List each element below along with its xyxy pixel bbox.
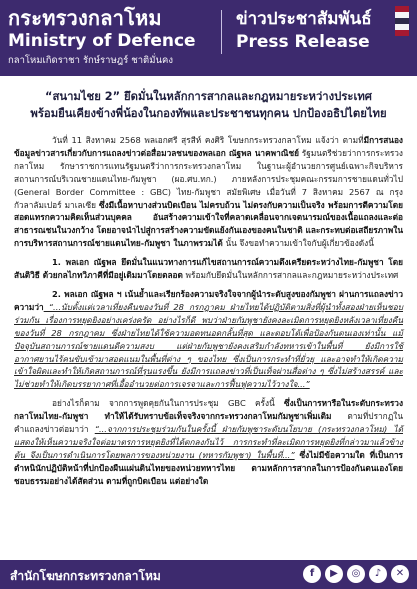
instagram-icon[interactable]: ◎	[347, 565, 365, 583]
paragraph-item-2	[14, 288, 403, 391]
slogan: กลาโหมเกิดราชา รักษ์ราษฎร์ ชาติมั่นคง	[8, 55, 173, 66]
flag-stripe	[395, 30, 409, 36]
quote-text: “...นับตั้งแต่เวลาเที่ยงคืนของวันที่ 28 กรกฎาคม ฝ่ายไทยได้ปฏิบัติตามสิ่งที่ผู้นำทั้งสองฝ่ายเห็นชอบร่วมกัน เรื่องการหยุดยิงอย่างเคร่งครัด อย่างไรก็ดี พบว่าฝ่ายกัมพูชายังคงละเมิดการหยุดยิงหลังเวลาเที่ยงคืนของวันที่ 28 กรกฎาคม ซึ่งฝ่ายไทยได้ใช้ความอดทนอดกลั้นที่สุด และตอบโต้เพื่อป้องกันตนเองเท่านั้น แม้ปัจจุบันสถานการณ์ชายแดนดีความสงบ แต่ฝ่ายกัมพูชายังคงเสริมกำลังทหารเข้าในพื้นที่ ยังมีการใช้อากาศยานไร้คนขับเข้ามาสอดแนมในพื้นที่ต่าง ๆ ของไทย ซึ่งเป็นการกระทำที่ยั่วยุ และอาจทำให้เกิดความเข้าใจผิดและทำให้เกิดสถานการณ์ที่รุนแรงขึ้น ยังมีการแถลงข่าวที่เป็นเท็จผ่านสื่อต่าง ๆ ซึ่งไม่สร้างสรรค์ และไม่ช่วยทำให้เกิดบรรยากาศที่เอื้ออำนวยต่อการเจรจาและการฟื้นฟูความไว้วางใจ...”	[14, 301, 403, 390]
emphasis-text: ซึ่งเป็นการหารือในระดับกระทรวงกลาโหมไทย-กัมพูชา ทำให้ได้รับทราบข้อเท็จจริงจากกระทรวงกลาโหมกัมพูชาเพิ่มเติม	[14, 398, 403, 422]
header-divider	[221, 10, 222, 54]
footer-title: สำนักโฆษกกระทรวงกลาโหม	[10, 569, 161, 583]
emphasis-text: ซึ่งไม่มีข้อความใด ที่เป็นการตำหนินักปฏิบัติหน้าที่ปกป้องผืนแผ่นดินไทยของหน่วยทหารไทย ตามหลักการสากลในการป้องกันตนเองโดยชอบธรรมอย่างได้สัดส่วน ตามที่ถูกบิดเบือน แต่อย่างใด	[14, 449, 403, 486]
youtube-icon[interactable]: ▶	[325, 565, 343, 583]
text: นั้น จึงขอทำความเข้าใจกับผู้เกี่ยวข้องดังนี้	[222, 238, 374, 249]
text: อย่างไรก็ตาม จากการพูดคุยกันในการประชุม GBC ครั้งนี้	[52, 398, 284, 409]
tiktok-icon[interactable]: ♪	[369, 565, 387, 583]
text: วันที่ 11 สิงหาคม 2568 พลเอกศรี สุรสีห์ คงศิริ โฆษกกระทรวงกลาโหม แจ้งว่า ตามที่	[52, 135, 364, 145]
paragraph-conclusion	[14, 397, 403, 487]
facebook-icon[interactable]: f	[303, 565, 321, 583]
thai-flag-icon	[395, 6, 409, 36]
article-body	[14, 134, 403, 494]
text: ตามที่ปรากฏในคำแถลงข่าวต่อมาว่า	[14, 411, 404, 435]
press-release-thai: ข่าวประชาสัมพันธ์	[236, 9, 372, 29]
header-banner	[0, 0, 417, 76]
footer-bar	[0, 560, 417, 589]
paragraph-intro	[14, 134, 403, 250]
emphasis-text: 2. พลเอก ณัฐพล ฯ เน้นย้ำและเรียกร้องความจริงใจจากผู้นำระดับสูงของกัมพูชา ผ่านการแถลงข่าวความว่า	[14, 288, 403, 312]
emphasis-text: ซึ่งมีเนื้อหาบางส่วนบิดเบือน ไม่ครบถ้วน ไม่ตรงกับความเป็นจริง พร้อมการตีความโดยสอดแทรกความคิดเห็นส่วนบุคคล อันสร้างความเข้าใจที่คลาดเคลื่อนจากเจตนารมณ์ของเนื้อแถลงและต่อสาธารณชนในวงกว้าง โดยอาจนำไปสู่การสร้างความขัดแย้งกันเองของคนในชาติ และกระทบต่อเสถียรภาพในการบริหารสถานการณ์ชายแดนไทย-กัมพูชา ในภาพรวมได้	[14, 199, 403, 249]
paragraph-item-1	[14, 256, 403, 282]
item-number: 1. พลเอก ณัฐพล	[52, 257, 122, 268]
org-name-thai: กระทรวงกลาโหม	[8, 6, 162, 30]
headline-line-1: “สนามไชย 2” ยึดมั่นในหลักการสากลและกฎหมายระหว่างประเทศ	[45, 90, 372, 103]
emphasis-text: ยึดมั่นในแนวทางการแก้ไขสถานการณ์ความตึงเครียดระหว่างไทย-กัมพูชา โดยสันติวิธี ด้วยกลไกทวิภาคีที่มีอยู่เดิมมาโดยตลอด	[14, 257, 403, 281]
text: พร้อมกับยึดมั่นในหลักการสากลและกฎหมายระหว่างประเทศ	[182, 270, 399, 281]
emphasis-text: มีการสนองข้อมูลข่าวสารเกี่ยวกับการแถลงข่าวต่อสื่อมวลชนของพลเอก ณัฐพล นาคพาณิชย์	[14, 135, 403, 158]
headline-line-2: พร้อมยืนเคียงข้างพี่น้องในกองทัพและประชาชนทุกคน ปกป้องอธิปไตยไทย	[30, 107, 387, 120]
text: รัฐมนตรีช่วยว่าการกระทรวงกลาโหม รักษาราชการแทนรัฐมนตรีว่าการกระทรวงกลาโหม ในฐานะผู้อำนวยการศูนย์เฉพาะกิจบริหารสถานการณ์บริเวณชายแดนไทย-กัมพูชา (ผอ.ศบ.ทก.) ภายหลังการประชุมคณะกรรมการชายแดนทั่วไป (General Border Committee : GBC) ไทย-กัมพูชา สมัยพิเศษ เมื่อวันที่ 7 สิงหาคม 2567 ณ กรุงกัวลาลัมเปอร์ มาเลเซีย	[14, 147, 403, 210]
org-name-english: Ministry of Defence	[8, 31, 196, 51]
press-release-english: Press Release	[236, 32, 370, 52]
quote-text: “...จากการประชุมร่วมกันในครั้งนี้ ฝ่ายกัมพูชาระดับนโยบาย (กระทรวงกลาโหม) ได้แสดงให้เห็นความจริงใจต่อมาตรการหยุดยิงที่ได้ตกลงกันไว้ การกระทำที่ละเมิดการหยุดยิงที่กล่าวมาแล้วข้างต้น จึงเป็นการดำเนินการโดยพลการของหน่วยงาน (ทหารกัมพูชา) ในพื้นที่...”	[14, 424, 403, 460]
headline	[14, 88, 403, 122]
x-icon[interactable]: ✕	[391, 565, 409, 583]
